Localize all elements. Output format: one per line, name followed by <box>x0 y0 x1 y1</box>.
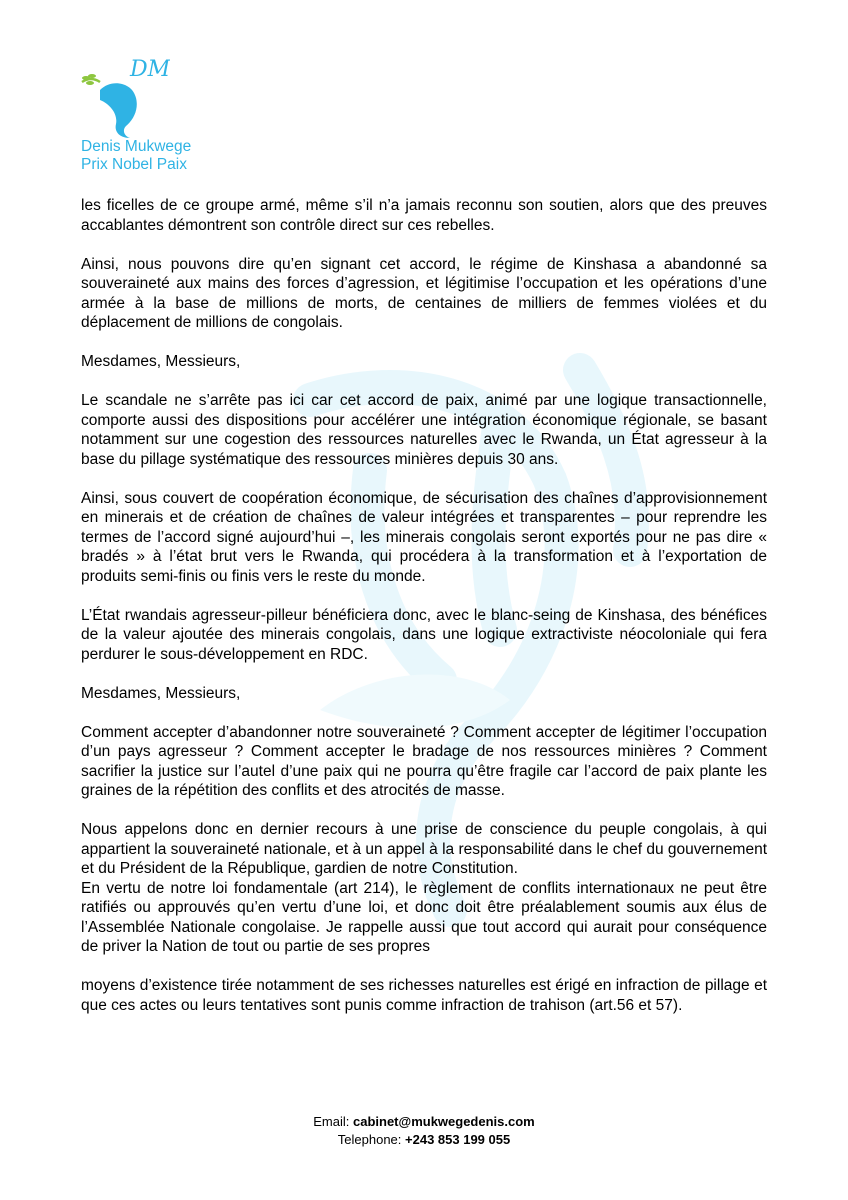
email-address[interactable]: cabinet@mukwegedenis.com <box>353 1114 535 1129</box>
paragraph: les ficelles de ce groupe armé, même s’il n’a jamais reconnu son soutien, alors que des preuves accablantes démontrent son contrôle direct sur ces rebelles. <box>81 197 767 234</box>
footer-email <box>0 1113 848 1131</box>
phone-label: Telephone: <box>337 1132 406 1147</box>
letter-body <box>81 196 767 1035</box>
paragraph: Ainsi, sous couvert de coopération économique, de sécurisation des chaînes d’approvisionnement en minerais et de création de chaînes de valeur intégrées et transparentes – pour reprendre les termes de l’accord signé aujourd’hui –, les minerais congolais seront exportés pour ne pas dire « bradés » à l’état brut vers le Rwanda, qui procédera à la transformation et à l’exportation de produits semi-finis ou finis vers le reste du monde. <box>81 489 767 585</box>
email-label: Email: <box>313 1114 353 1129</box>
brand-block <box>81 138 191 174</box>
brand-name: Denis Mukwege <box>81 138 192 155</box>
salutation: Mesdames, Messieurs, <box>81 353 241 370</box>
paragraph: L’État rwandais agresseur-pilleur bénéficiera donc, avec le blanc-seing de Kinshasa, des bénéfices de la valeur ajoutée des minerais congolais, dans une logique extractiviste néocoloniale qui fera perdurer le sous-développement en RDC. <box>81 606 767 663</box>
phone-number: +243 853 199 055 <box>405 1132 511 1147</box>
paragraph: Nous appelons donc en dernier recours à une prise de conscience du peuple congolais, à qui appartient la souveraineté nationale, et à un appel à la responsabilité dans le chef du gouvernement et du Président de la République, gardien de notre Constitution. <box>81 821 767 877</box>
footer <box>0 1113 848 1149</box>
footer-phone <box>0 1131 848 1149</box>
salutation: Mesdames, Messieurs, <box>81 684 241 702</box>
logo-monogram: DM <box>130 57 170 82</box>
paragraph: Le scandale ne s’arrête pas ici car cet accord de paix, animé par une logique transactionnelle, comporte aussi des dispositions pour accélérer une intégration économique régionale, se basant notamment sur une cogestion des ressources naturelles avec le Rwanda, un État agresseur à la base du pillage systématique des ressources minières depuis 30 ans. <box>81 392 767 468</box>
paragraph: moyens d’existence tirée notamment de ses richesses naturelles est érigé en infraction de pillage et que ces actes ou leurs tentatives sont punis comme infraction de trahison (art.56 et 57). <box>81 977 767 1014</box>
paragraph: Ainsi, nous pouvons dire qu’en signant cet accord, le régime de Kinshasa a abandonné sa souveraineté aux mains des forces d’agression, et légitimise l’occupation et les opérations d’une armée à la base de millions de morts, de centaines de milliers de femmes violées et du déplacement de millions de congolais. <box>81 255 767 331</box>
dove-logo <box>80 50 170 140</box>
brand-subtitle: Prix Nobel Paix <box>81 156 187 173</box>
paragraph: Comment accepter d’abandonner notre souveraineté ? Comment accepter de légitimer l’occupation d’un pays agresseur ? Comment accepter le bradage de nos ressources minières ? Comment sacrifier la justice sur l’autel d’une paix qui ne pourra qu’être fragile car l’accord de paix plante les graines de la répétition des conflits et des atrocités de masse. <box>81 723 767 799</box>
paragraph: En vertu de notre loi fondamentale (art 214), le règlement de conflits internationaux ne peut être ratifiés ou approuvés qu’en vertu d’une loi, et donc doit être préalablement soumis aux élus de l’Assemblée Nationale congolaise. Je rappelle aussi que tout accord qui aurait pour conséquence de priver la Nation de tout ou partie de ses propres <box>81 879 767 955</box>
